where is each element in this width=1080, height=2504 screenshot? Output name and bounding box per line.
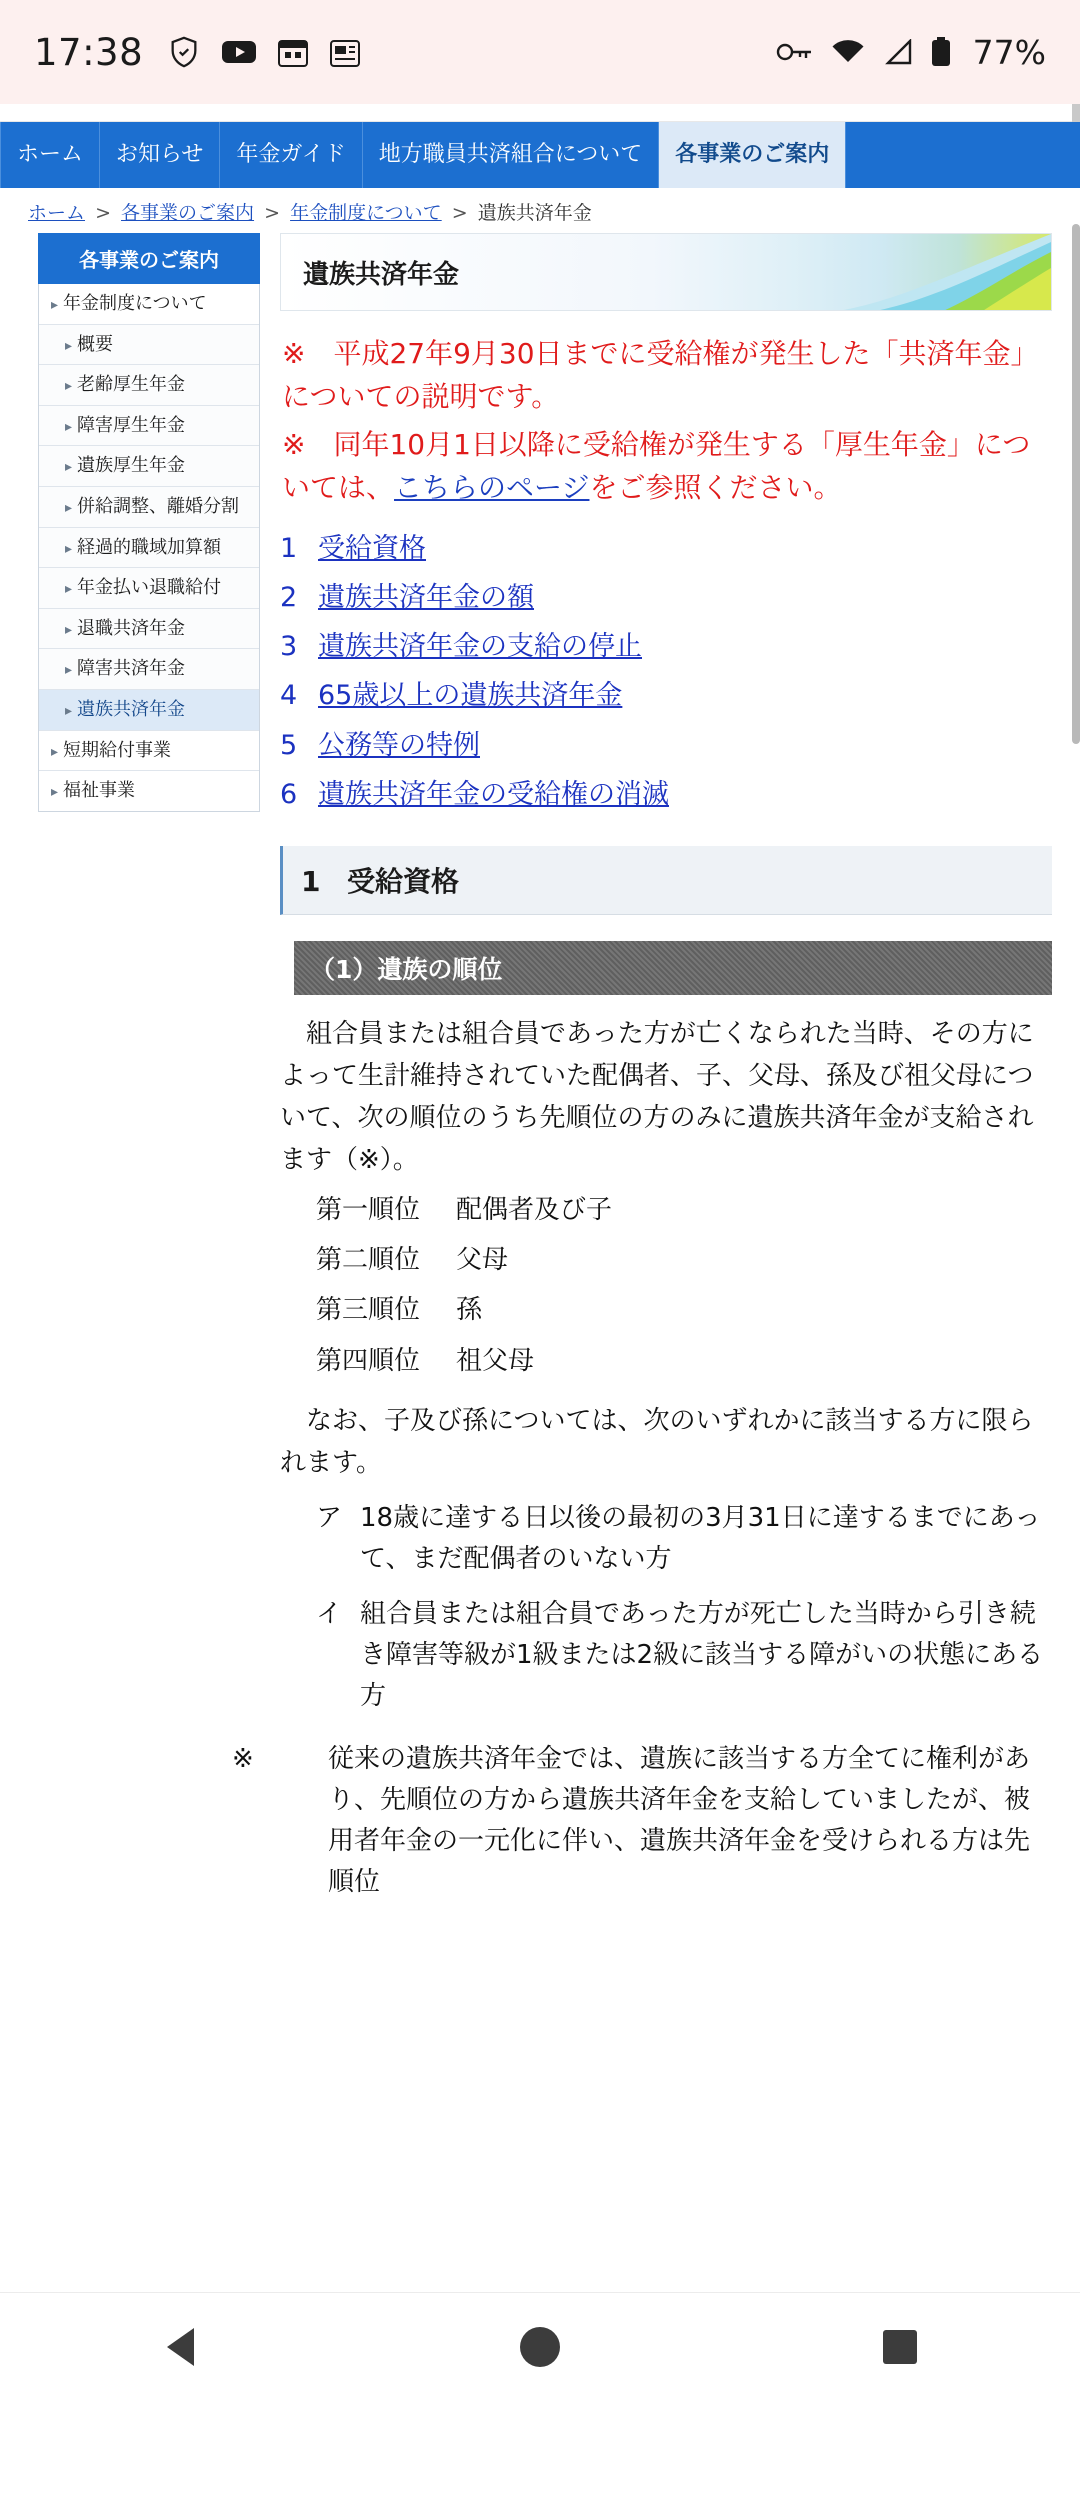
rank-label: 第三順位 <box>316 1295 421 1326</box>
section-title: 受給資格 <box>347 864 460 898</box>
sidebar-heading: 各事業のご案内 <box>38 233 260 284</box>
sidebar-item-disability-kyosai[interactable] <box>39 649 259 690</box>
caret-icon: ▸ <box>51 784 59 801</box>
toc-item-4[interactable] <box>280 678 1052 713</box>
sidebar-item-retirement-benefit[interactable] <box>39 568 259 609</box>
sidebar-item-short-term-benefits[interactable] <box>39 731 259 772</box>
section-heading <box>280 846 1052 915</box>
status-left-icons <box>167 35 361 69</box>
toc-item-label: 65歳以上の遺族共済年金 <box>318 680 623 712</box>
sidebar-item-label: 年金払い退職給付 <box>77 577 222 599</box>
sidebar-item-overview[interactable] <box>39 325 259 366</box>
toc-item-3[interactable] <box>280 629 1052 664</box>
gnav-item-home[interactable]: ホーム <box>0 122 100 188</box>
sidebar-item-label: 短期給付事業 <box>63 739 172 761</box>
page-scrollbar[interactable] <box>1072 224 1080 744</box>
toc-item-label: 受給資格 <box>318 533 426 565</box>
toc-item-6[interactable] <box>280 777 1052 812</box>
sidebar-item-label: 福祉事業 <box>63 780 136 802</box>
sidebar-item-old-age[interactable] <box>39 365 259 406</box>
rank-row-1 <box>316 1189 1052 1231</box>
sidebar-item-pension-system[interactable] <box>39 284 259 325</box>
notice-line-2-text: ※ 同年10月1日以降に受給権が発生する「厚生年金」については、 <box>282 428 1031 504</box>
breadcrumb-sep: > <box>95 202 111 224</box>
condition-item-i <box>316 1594 1052 1717</box>
news-icon <box>329 36 361 68</box>
rank-row-4 <box>316 1340 1052 1382</box>
page-title: 遺族共済年金 <box>303 259 460 290</box>
gnav-item-pension-guide[interactable]: 年金ガイド <box>220 122 362 188</box>
section-number: 1 <box>301 864 321 898</box>
browser-viewport <box>0 104 1080 2504</box>
recents-button[interactable] <box>873 2320 927 2374</box>
caret-icon: ▸ <box>65 540 73 557</box>
sidebar-item-label: 退職共済年金 <box>77 617 186 639</box>
caret-icon: ▸ <box>65 378 73 395</box>
sidebar-item-label: 障害厚生年金 <box>77 414 186 436</box>
caret-icon: ▸ <box>51 743 59 760</box>
caret-icon: ▸ <box>65 581 73 598</box>
breadcrumb-link-pension-system[interactable]: 年金制度について <box>290 202 442 224</box>
condition-marker: ア <box>316 1502 343 1533</box>
sidebar-item-label: 遺族厚生年金 <box>77 455 186 477</box>
section-paragraph-1: 組合員または組合員であった方が亡くなられた当時、その方によって生計維持されていた配偶者、子、父母、孫及び祖父母について、次の順位のうち先順位の方のみに遺族共済年金が支給されます（※）。 <box>280 1018 1034 1176</box>
youtube-icon <box>221 39 257 65</box>
sidebar-item-retirement-kyosai[interactable] <box>39 609 259 650</box>
toc-item-label: 遺族共済年金の額 <box>318 582 534 614</box>
toc-item-num: 2 <box>280 582 298 614</box>
toc-item-label: 公務等の特例 <box>318 729 480 761</box>
gnav-item-services[interactable]: 各事業のご案内 <box>659 122 846 188</box>
sidebar-item-label: 障害共済年金 <box>77 658 186 680</box>
battery-percent: 77% <box>972 32 1046 72</box>
toc-item-num: 6 <box>280 778 298 810</box>
status-clock: 17:38 <box>34 30 144 74</box>
caret-icon: ▸ <box>51 297 59 313</box>
breadcrumb-link-home[interactable]: ホーム <box>28 202 86 224</box>
caret-icon: ▸ <box>65 337 73 354</box>
page-title-band <box>280 233 1052 311</box>
breadcrumb <box>0 188 1080 233</box>
sidebar-item-label: 老齢厚生年金 <box>77 374 186 396</box>
condition-text: 18歳に達する日以後の最初の3月31日に達するまでにあって、まだ配偶者のいない方 <box>360 1502 1041 1574</box>
decorative-swoosh <box>831 234 1051 311</box>
caret-icon: ▸ <box>65 662 73 679</box>
sidebar <box>38 233 260 812</box>
sidebar-item-survivor-kousei[interactable] <box>39 446 259 487</box>
calendar-icon <box>277 36 309 68</box>
rank-value: 孫 <box>456 1295 483 1326</box>
toc-item-num: 1 <box>280 533 298 565</box>
breadcrumb-sep: > <box>264 202 281 224</box>
toc-item-num: 4 <box>280 680 298 712</box>
caret-icon: ▸ <box>65 621 73 638</box>
shield-icon <box>167 35 201 69</box>
sidebar-item-occupational-addition[interactable] <box>39 528 259 569</box>
rank-value: 祖父母 <box>456 1345 535 1376</box>
rank-value: 配偶者及び子 <box>456 1195 613 1226</box>
breadcrumb-current: 遺族共済年金 <box>477 202 592 224</box>
table-of-contents <box>280 531 1052 812</box>
footnote-marker: ※ <box>232 1744 254 1775</box>
sidebar-item-label: 遺族共済年金 <box>77 698 186 720</box>
condition-item-a <box>316 1498 1052 1580</box>
status-right-icons <box>775 33 1046 72</box>
rank-row-2 <box>316 1239 1052 1281</box>
gnav-item-news[interactable]: お知らせ <box>100 122 220 188</box>
notice-line-3-text: をご参照ください。 <box>589 470 842 504</box>
sidebar-item-disability-kousei[interactable] <box>39 406 259 447</box>
breadcrumb-link-services[interactable]: 各事業のご案内 <box>121 202 255 224</box>
toc-item-2[interactable] <box>280 580 1052 615</box>
rank-label: 第二順位 <box>316 1245 421 1276</box>
recents-icon <box>883 2330 917 2364</box>
page-top-strip <box>0 104 1080 122</box>
toc-item-1[interactable] <box>280 531 1052 566</box>
sidebar-item-survivor-kyosai[interactable] <box>39 690 259 731</box>
sidebar-item-welfare[interactable] <box>39 771 259 811</box>
caret-icon: ▸ <box>65 702 73 719</box>
global-nav <box>0 122 1080 188</box>
vpn-key-icon <box>775 40 813 64</box>
sidebar-item-adjustment-divorce[interactable] <box>39 487 259 528</box>
sidebar-item-label: 併給調整、離婚分割 <box>77 495 240 517</box>
rank-label: 第四順位 <box>316 1345 421 1376</box>
android-nav-bar <box>0 2292 1080 2400</box>
toc-item-label: 遺族共済年金の支給の停止 <box>318 631 642 663</box>
notice-link[interactable]: こちらのページ <box>394 470 590 504</box>
toc-item-num: 3 <box>280 631 298 663</box>
sidebar-item-label: 経過的職域加算額 <box>77 536 222 558</box>
toc-item-num: 5 <box>280 729 298 761</box>
back-button[interactable] <box>153 2320 207 2374</box>
toc-item-5[interactable] <box>280 728 1052 763</box>
toc-item-label: 遺族共済年金の受給権の消滅 <box>318 778 669 810</box>
section-paragraph-2: なお、子及び孫については、次のいずれかに該当する方に限られます。 <box>280 1405 1034 1478</box>
home-button[interactable] <box>513 2320 567 2374</box>
home-icon <box>520 2327 560 2367</box>
breadcrumb-sep: > <box>451 202 468 224</box>
footnote-text: 従来の遺族共済年金では、遺族に該当する方全てに権利があり、先順位の方から遺族共済年金を支給していましたが、被用者年金の一元化に伴い、遺族共済年金を受けられる方は先順位 <box>328 1744 1031 1898</box>
rank-label: 第一順位 <box>316 1195 421 1226</box>
back-icon <box>167 2328 194 2366</box>
section-footnote <box>232 1739 1052 1903</box>
content-columns <box>0 233 1080 1904</box>
sidebar-item-label: 概要 <box>77 333 114 355</box>
status-bar <box>0 0 1080 104</box>
condition-text: 組合員または組合員であった方が死亡した当時から引き続き障害等級が1級または2級に該当する障がいの状態にある方 <box>360 1599 1044 1712</box>
signal-icon <box>883 39 913 65</box>
rank-row-3 <box>316 1289 1052 1331</box>
sidebar-item-label: 年金制度について <box>63 293 207 314</box>
sidebar-list <box>38 284 260 812</box>
battery-icon <box>931 37 951 67</box>
rank-value: 父母 <box>456 1245 509 1276</box>
condition-marker: イ <box>316 1599 343 1629</box>
notice-line-1: ※ 平成27年9月30日までに受給権が発生した「共済年金」についての説明です。 <box>282 337 1039 413</box>
wifi-icon <box>831 39 865 65</box>
caret-icon: ▸ <box>65 459 73 476</box>
notice-block <box>280 333 1052 509</box>
gnav-item-about[interactable]: 地方職員共済組合について <box>363 122 660 188</box>
main-content <box>232 233 1056 1904</box>
caret-icon: ▸ <box>65 499 73 516</box>
subsection-heading: （1）遺族の順位 <box>294 941 1052 995</box>
notice-line-2 <box>282 424 1050 509</box>
caret-icon: ▸ <box>65 418 73 435</box>
